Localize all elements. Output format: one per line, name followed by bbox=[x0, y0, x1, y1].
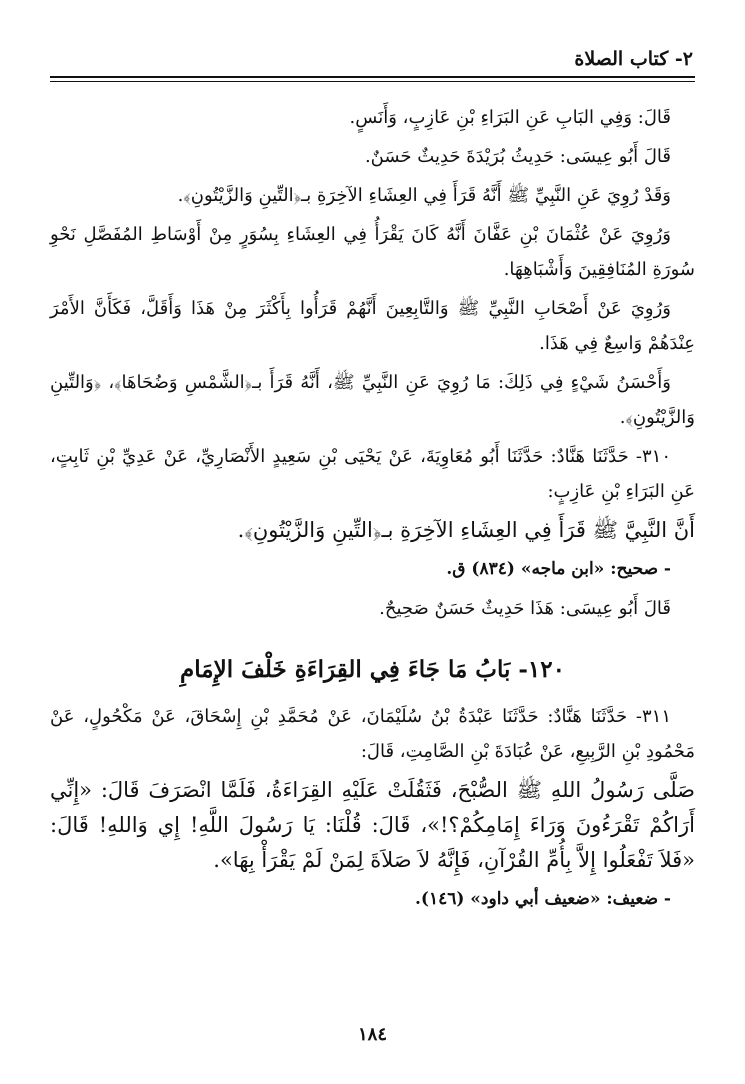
text-paragraph: وَقَدْ رُوِيَ عَنِ النَّبِيِّ ﷺ أَنَّهُ قَرَأَ فِي العِشَاءِ الآخِرَةِ بـ﴿التِّينِ وَالزَّيْتُونِ﴾. bbox=[177, 185, 671, 206]
hadith-matn: صَلَّى رَسُولُ اللهِ ﷺ الصُّبْحَ، فَثَقُلَتْ عَلَيْهِ القِرَاءَةُ، فَلَمَّا انْصَرَفَ قَالَ: «إِنِّي أَرَاكُمْ تَقْرَءُونَ وَرَاءَ إِمَامِكُمْ؟!»، قَالَ: قُلْنَا: يَا رَسُولَ اللَّهِ! إِي وَاللهِ! قَالَ: «فَلاَ تَفْعَلُوا إِلاَّ بِأُمِّ القُرْآنِ، فَإِنَّهُ لاَ صَلاَةَ لِمَنْ لَمْ يَقْرَأْ بِهَا». bbox=[50, 778, 695, 872]
grading-note: - ضعيف: «ضعيف أبي داود» (١٤٦). bbox=[414, 889, 671, 909]
text-paragraph: وَأَحْسَنُ شَيْءٍ فِي ذَلِكَ: مَا رُوِيَ عَنِ النَّبِيِّ ﷺ، أَنَّهُ قَرَأَ بـ﴿الشَّمْسِ وَضُحَاهَا﴾، ﴿وَالتِّينِ وَالزَّيْتُونِ﴾. bbox=[50, 372, 695, 428]
chapter-heading: ١٢٠- بَابُ مَا جَاءَ فِي القِرَاءَةِ خَلْفَ الإِمَامِ bbox=[180, 656, 565, 683]
running-header bbox=[50, 42, 695, 76]
grading-note: - صحيح: «ابن ماجه» (٨٣٤) ق. bbox=[446, 559, 671, 579]
book-section-title: ٢- كتاب الصلاة bbox=[574, 48, 693, 70]
page-body bbox=[50, 100, 695, 921]
hadith-matn: أَنَّ النَّبِيَّ ﷺ قَرَأَ فِي العِشَاءِ الآخِرَةِ بـ﴿التِّينِ وَالزَّيْتُونِ﴾. bbox=[237, 518, 695, 542]
page-number: ١٨٤ bbox=[357, 1024, 387, 1045]
text-paragraph: قَالَ أَبُو عِيسَى: حَدِيثُ بُرَيْدَةَ حَدِيثٌ حَسَنٌ. bbox=[364, 146, 671, 167]
text-paragraph: وَرُوِيَ عَنْ أَصْحَابِ النَّبِيِّ ﷺ وَالتَّابِعِينَ أَنَّهُمْ قَرَأُوا بِأَكْثَرَ مِنْ هَذَا وَأَقَلَّ، فَكَأَنَّ الأَمْرَ عِنْدَهُمْ وَاسِعٌ فِي هَذَا. bbox=[50, 298, 695, 354]
text-paragraph: وَرُوِيَ عَنْ عُثْمَانَ بْنِ عَفَّانَ أَنَّهُ كَانَ يَقْرَأُ فِي العِشَاءِ بِسُوَرٍ مِنْ أَوْسَاطِ المُفَصَّلِ نَحْوِ سُورَةِ المُنَافِقِينَ وَأَشْبَاهِهَا. bbox=[50, 224, 695, 280]
text-paragraph: قَالَ: وَفِي البَابِ عَنِ البَرَاءِ بْنِ عَازِبٍ، وَأَنَسٍ. bbox=[349, 107, 671, 128]
header-rule-thin bbox=[50, 81, 695, 82]
text-paragraph: قَالَ أَبُو عِيسَى: هَذَا حَدِيثٌ حَسَنٌ صَحِيحٌ. bbox=[379, 598, 671, 619]
hadith-isnad: ٣١١- حَدَّثَنَا هَنَّادٌ: حَدَّثَنَا عَبْدَةُ بْنُ سُلَيْمَانَ، عَنْ مُحَمَّدِ بْنِ إِسْحَاقَ، عَنْ مَكْحُولٍ، عَنْ مَحْمُودِ بْنِ الرَّبِيعِ، عَنْ عُبَادَةَ بْنِ الصَّامِتِ، قَالَ: bbox=[50, 706, 695, 762]
hadith-isnad: ٣١٠- حَدَّثَنَا هَنَّادٌ: حَدَّثَنَا أَبُو مُعَاوِيَةَ، عَنْ يَحْيَى بْنِ سَعِيدٍ الأَنْصَارِيِّ، عَنْ عَدِيِّ بْنِ ثَابِتٍ، عَنِ البَرَاءِ بْنِ عَازِبٍ: bbox=[50, 446, 695, 502]
header-rule-thick bbox=[50, 76, 695, 78]
